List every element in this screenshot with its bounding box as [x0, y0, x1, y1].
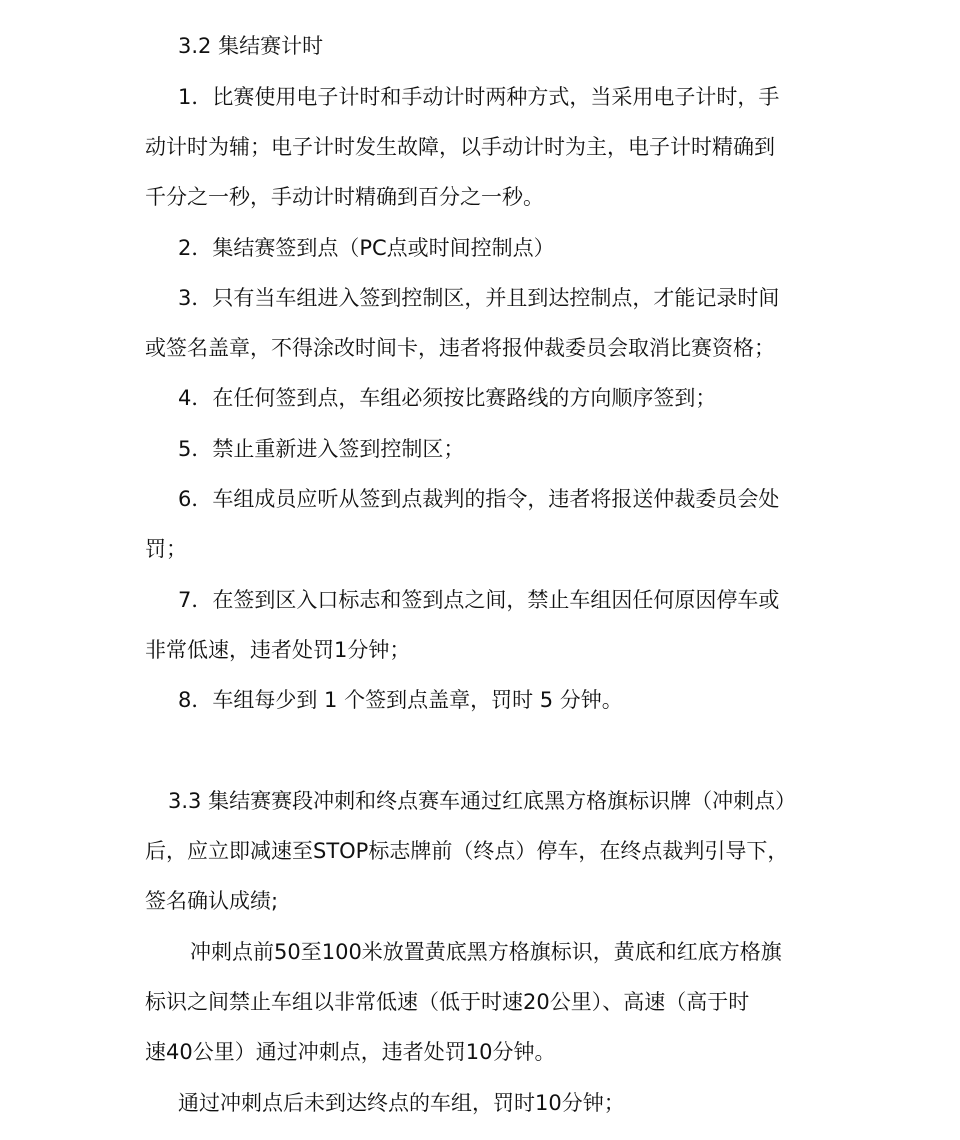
rule-5-line-1: 5．禁止重新进入签到控制区；	[178, 437, 465, 461]
rule-1-line-3: 千分之一秒，手动计时精确到百分之一秒。	[145, 185, 544, 209]
rule-1-line-2: 动计时为辅；电子计时发生故障，以手动计时为主，电子计时精确到	[145, 135, 775, 159]
section-3-3-line-2: 后，应立即减速至STOP标志牌前（终点）停车，在终点裁判引导下，	[145, 839, 789, 863]
rule-3-line-2: 或签名盖章，不得涂改时间卡，违者将报仲裁委员会取消比赛资格；	[145, 336, 775, 360]
rule-6-line-1: 6．车组成员应听从签到点裁判的指令，违者将报送仲裁委员会处	[178, 487, 780, 511]
sprint-paragraph-line-1: 冲刺点前50至100米放置黄底黑方格旗标识，黄底和红底方格旗	[190, 940, 782, 964]
section-3-3-line-3: 签名确认成绩;	[145, 889, 279, 913]
section-heading-3-2: 3.2 集结赛计时	[178, 34, 324, 58]
rule-7-line-2: 非常低速，违者处罚1分钟；	[145, 638, 411, 662]
rule-3-line-1: 3．只有当车组进入签到控制区，并且到达控制点，才能记录时间	[178, 286, 780, 310]
rule-7-line-1: 7．在签到区入口标志和签到点之间，禁止车组因任何原因停车或	[178, 588, 780, 612]
sprint-paragraph-line-3: 速40公里）通过冲刺点，违者处罚10分钟。	[145, 1040, 556, 1064]
section-3-3-line-1: 3.3 集结赛赛段冲刺和终点赛车通过红底黑方格旗标识牌（冲刺点）	[168, 789, 797, 813]
rule-1-line-1: 1．比赛使用电子计时和手动计时两种方式，当采用电子计时，手	[178, 85, 780, 109]
rule-8-line-1: 8．车组每少到 1 个签到点盖章，罚时 5 分钟。	[178, 688, 623, 712]
rule-2-line-1: 2．集结赛签到点（PC点或时间控制点）	[178, 236, 555, 260]
sprint-paragraph-line-2: 标识之间禁止车组以非常低速（低于时速20公里）、高速（高于时	[145, 990, 750, 1014]
rule-4-line-1: 4．在任何签到点，车组必须按比赛路线的方向顺序签到；	[178, 386, 717, 410]
finish-paragraph-line-1: 通过冲刺点后未到达终点的车组，罚时10分钟；	[178, 1091, 625, 1115]
rule-6-line-2: 罚；	[145, 537, 187, 561]
